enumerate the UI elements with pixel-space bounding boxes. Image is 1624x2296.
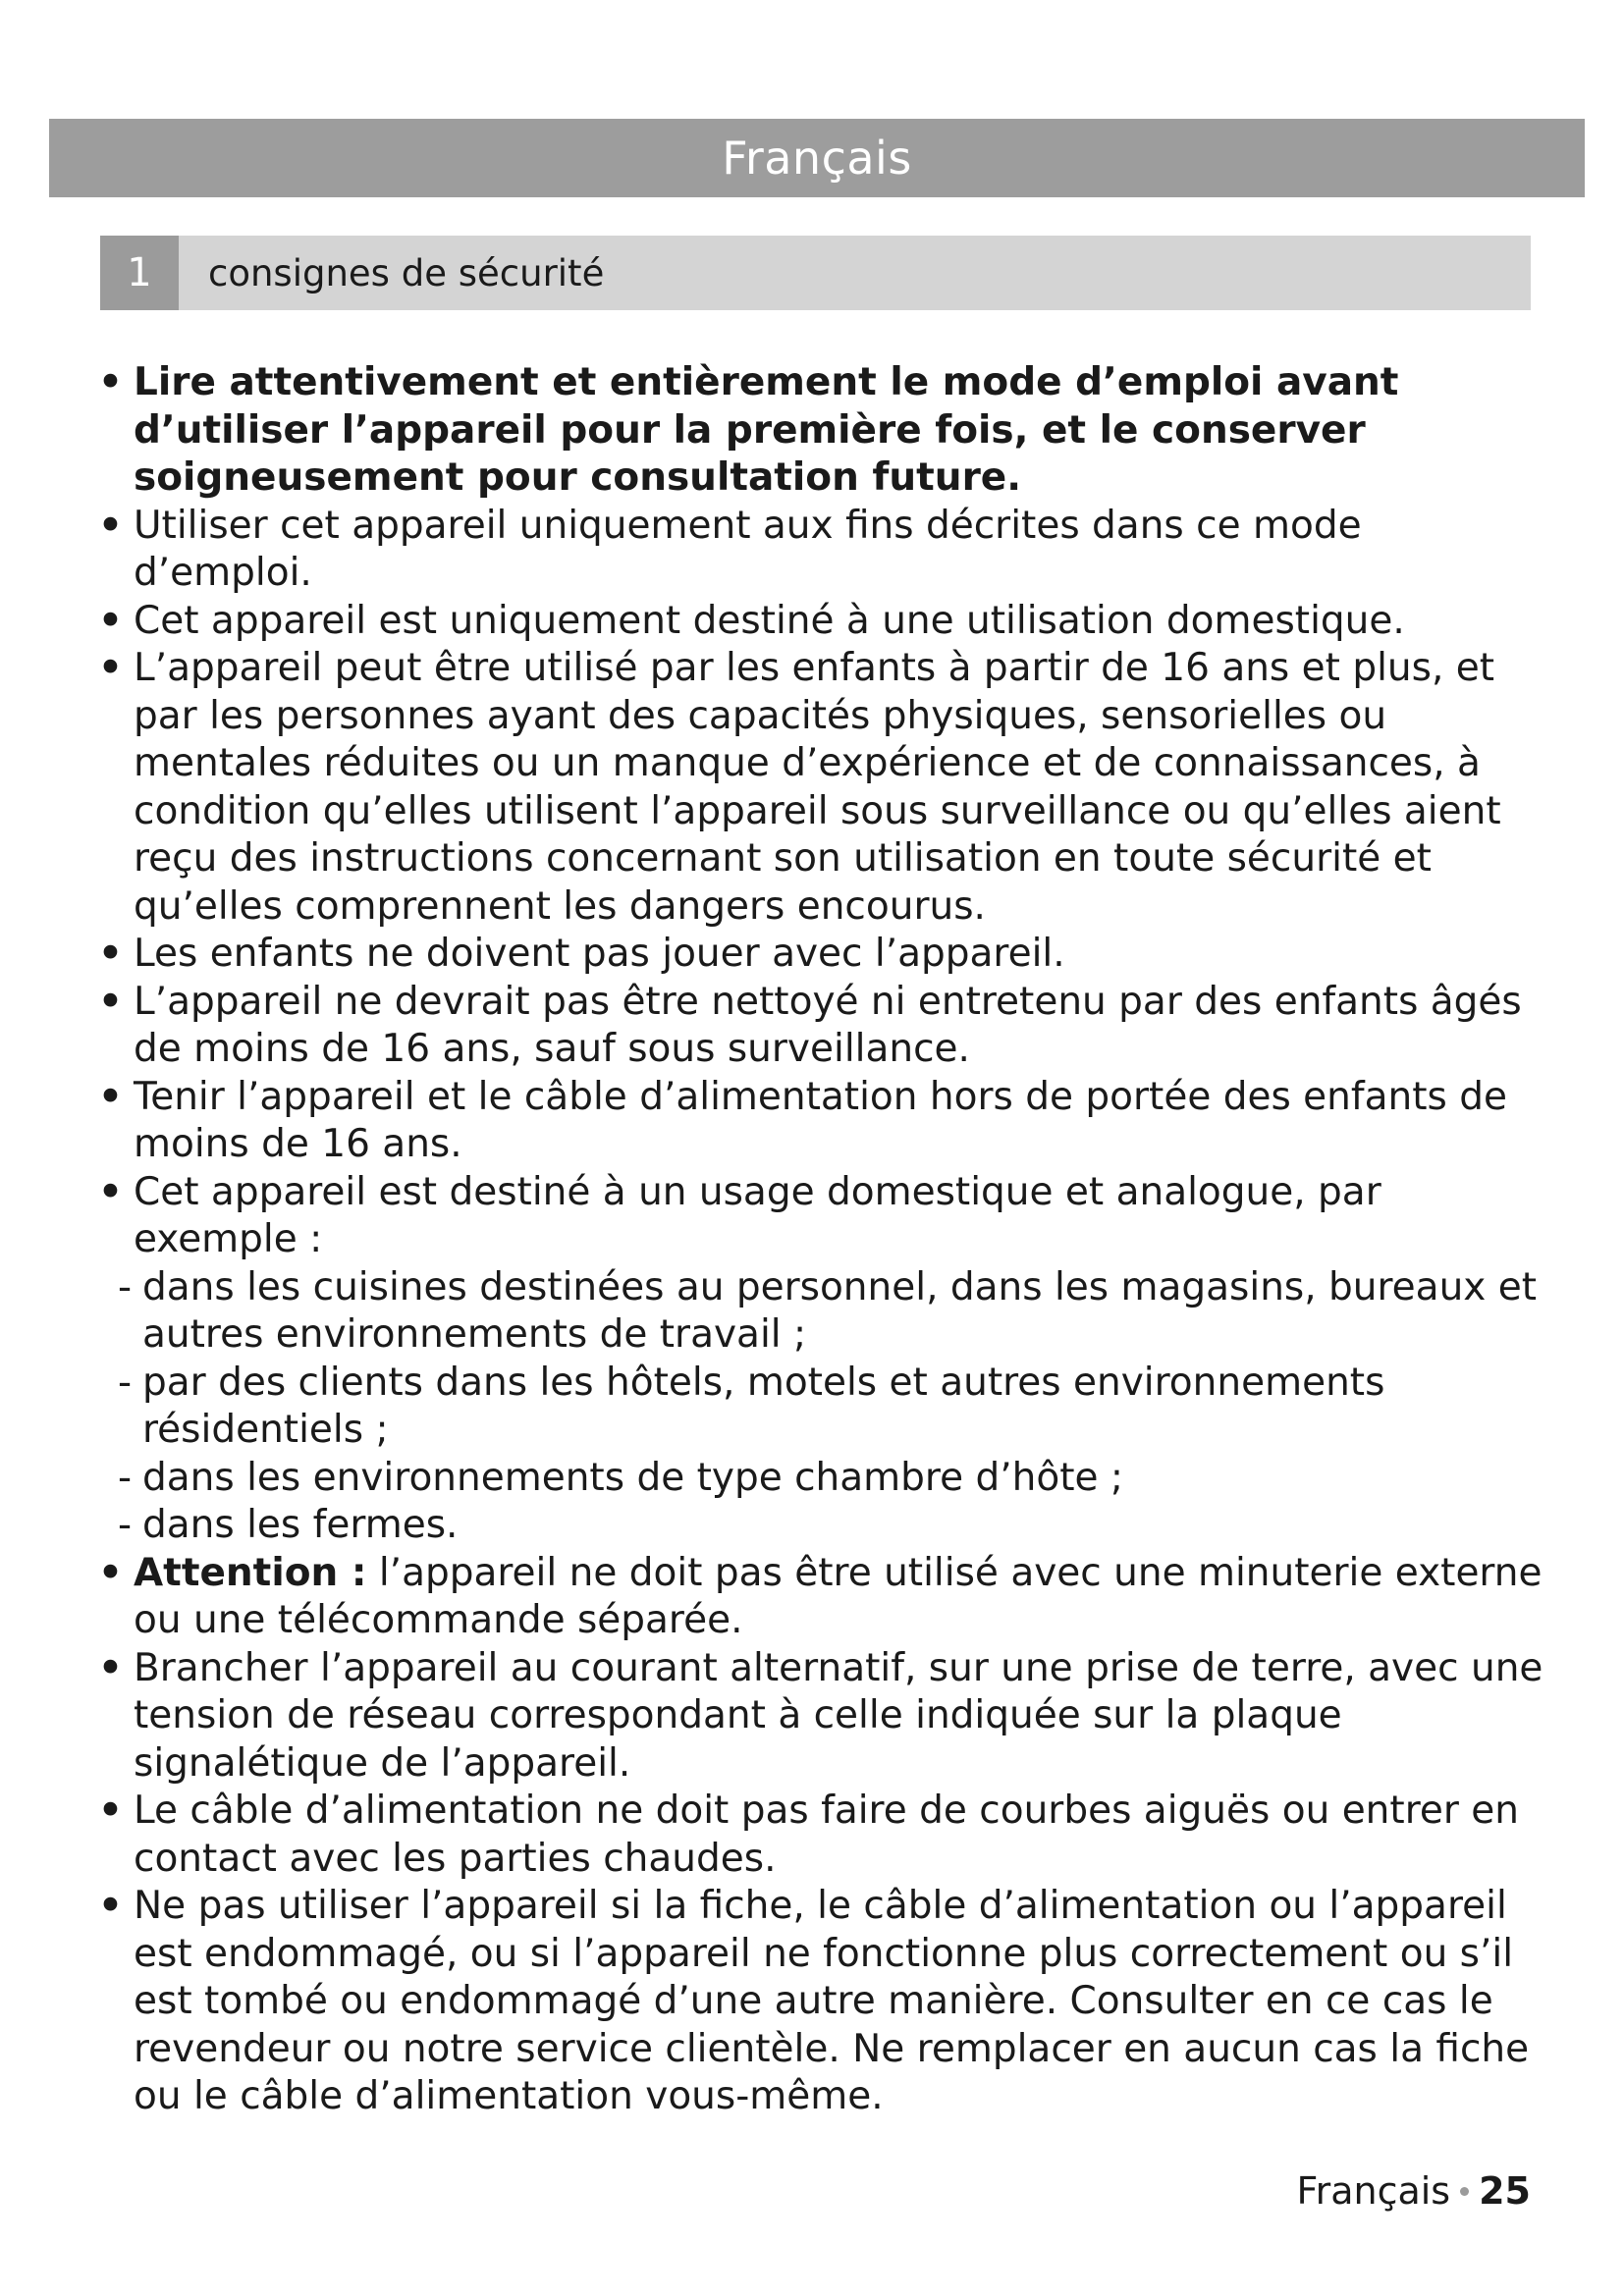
bullet-icon: • — [98, 1074, 123, 1119]
dash-icon: - — [118, 1503, 133, 1547]
bullet-icon: • — [98, 979, 123, 1024]
list-item: • Tenir l’appareil et le câble d’alimentation hors de portée des enfants de moins de 16 ans. — [98, 1074, 1507, 1166]
bullet-icon: • — [98, 503, 123, 548]
language-banner — [49, 119, 1585, 197]
sub-list-item: - dans les environnements de type chambre d’hôte ; — [98, 1455, 1551, 1503]
list-item: • L’appareil peut être utilisé par les enfants à partir de 16 ans et plus, et par les personnes ayant des capacités physiques, sensorielles ou mentales réduites ou un manque d’expérience et de connaissances, à condition qu’elles utilisent l’appareil sous surveillance ou qu’elles aient reçu des instructions concernant son utilisation en toute sécurité et qu’elles comprennent les dangers encourus. — [98, 646, 1501, 929]
list-item: • Cet appareil est destiné à un usage domestique et analogue, par exemple : — [98, 1169, 1381, 1261]
sub-list-item: - par des clients dans les hôtels, motels et autres environnements résidentiels ; — [118, 1360, 1385, 1452]
page-number: 25 — [1479, 2169, 1531, 2213]
page-footer — [1296, 2169, 1531, 2213]
list-item: • Le câble d’alimentation ne doit pas faire de courbes aiguës ou entrer en contact avec les parties chaudes. — [98, 1789, 1520, 1881]
sub-list-item: - dans les fermes. — [98, 1502, 1551, 1550]
list-item: • L’appareil ne devrait pas être nettoyé ni entretenu par des enfants âgés de moins de 16 ans, sauf sous surveillance. — [98, 979, 1522, 1071]
bullet-icon: • — [98, 360, 123, 404]
dash-icon: - — [118, 1455, 133, 1500]
bullet-icon: • — [98, 598, 123, 643]
attention-label: Attention : — [134, 1550, 367, 1595]
section-number: 1 — [100, 236, 179, 310]
bullet-icon: • — [98, 1169, 123, 1214]
attention-item — [98, 1550, 1551, 1645]
sub-list-item: - dans les cuisines destinées au personnel, dans les magasins, bureaux et autres environnements de travail ; — [118, 1264, 1538, 1357]
list-item: • Brancher l’appareil au courant alternatif, sur une prise de terre, avec une tension de réseau correspondant à celle indiquée sur la plaque signalétique de l’appareil. — [98, 1645, 1543, 1786]
section-title: consignes de sécurité — [208, 251, 605, 294]
dash-icon: - — [118, 1360, 133, 1405]
footer-language: Français — [1296, 2169, 1451, 2213]
bullet-icon: • — [98, 1550, 123, 1595]
bullet-icon: • — [98, 1789, 123, 1833]
list-item: • Ne pas utiliser l’appareil si la fiche, le câble d’alimentation ou l’appareil est endommagé, ou si l’appareil ne fonctionne plus correctement ou s’il est tombé ou endommagé d’une autre manière. Consulter en ce cas le revendeur ou notre service clientèle. Ne remplacer en aucun cas la fiche ou le câble d’alimentation vous-même. — [98, 1884, 1530, 2118]
dash-icon: - — [118, 1264, 133, 1309]
bullet-icon: • — [98, 932, 123, 976]
bullet-icon: • — [98, 1645, 123, 1690]
list-item: • Utiliser cet appareil uniquement aux fins décrites dans ce mode d’emploi. — [98, 503, 1362, 595]
attention-text: l’appareil ne doit pas être utilisé avec une minuterie externe ou une télécommande séparée. — [134, 1550, 1543, 1642]
safety-instructions — [98, 359, 1551, 2121]
bullet-icon: • — [98, 646, 123, 690]
bullet-icon: • — [98, 1884, 123, 1928]
section-header — [100, 236, 1531, 310]
list-item: • Les enfants ne doivent pas jouer avec l’appareil. — [98, 931, 1551, 979]
dot-icon — [1460, 2187, 1469, 2196]
language-banner-label: Français — [722, 132, 912, 185]
list-item: • Lire attentivement et entièrement le mode d’emploi avant d’utiliser l’appareil pour la première fois, et le conserver soigneusement pour consultation future. — [98, 360, 1399, 500]
list-item: • Cet appareil est uniquement destiné à une utilisation domestique. — [98, 598, 1551, 646]
